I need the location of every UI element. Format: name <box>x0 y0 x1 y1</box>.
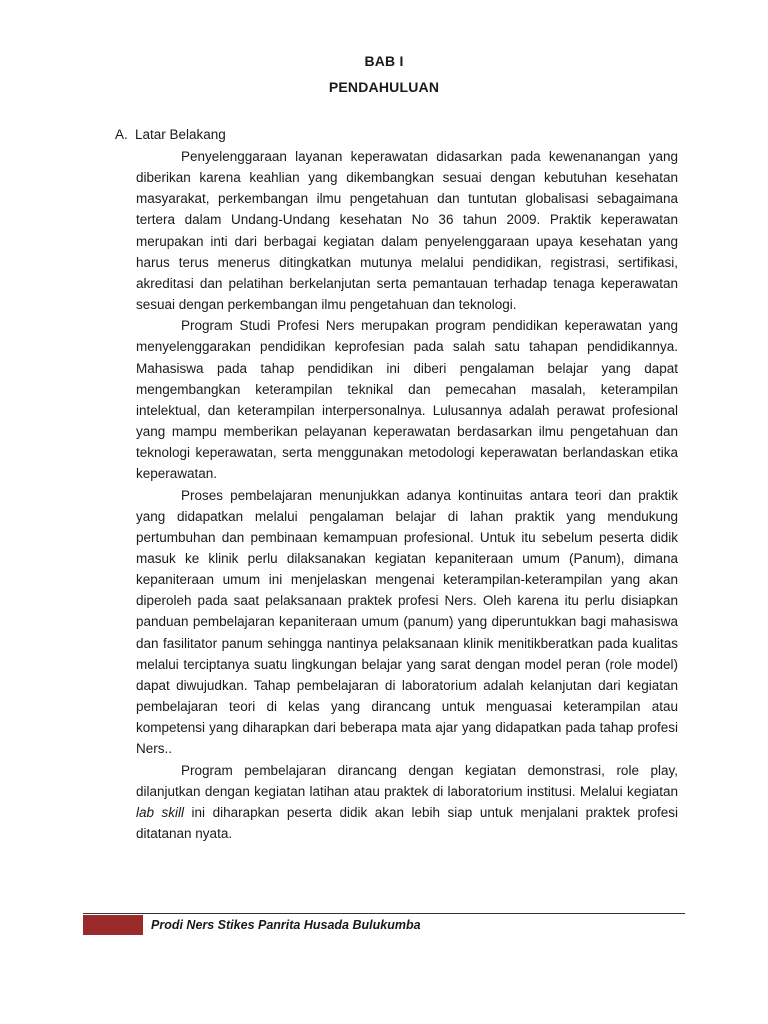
section-title: Latar Belakang <box>135 127 226 142</box>
section-heading <box>115 127 226 142</box>
paragraph-4-italic: lab skill <box>136 804 185 820</box>
paragraph-4-text-after: ini diharapkan peserta didik akan lebih siap untuk menjalani praktek profesi ditatanan nyata. <box>136 804 678 841</box>
paragraph-3: Proses pembelajaran menunjukkan adanya kontinuitas antara teori dan praktik yang didapatkan melalui pengalaman belajar di lahan praktik yang mendukung pertumbuhan dan pembinaan kemampuan profesional. Untuk itu sebelum peserta didik masuk ke klinik perlu dilaksanakan kegiatan kepaniteraan umum (Panum), dimana kepaniteraan umum ini menjelaskan mengenai keterampilan-keterampilan yang akan diperoleh pada saat pelaksanaan praktek profesi Ners. Oleh karena itu perlu disiapkan panduan pembelajaran kepaniteraan umum (panum) yang diperuntukkan bagi mahasiswa dan fasilitator panum sehingga nantinya pelaksanaan klinik menitikberatkan pada kualitas melalui terciptanya suatu lingkungan belajar yang sarat dengan model peran (role model) dapat diwujudkan. Tahap pembelajaran di laboratorium adalah kelanjutan dari kegiatan pembelajaran teori di kelas yang dirancang untuk menguasai keterampilan atau kompetensi yang diharapkan dari beberapa mata ajar yang didapatkan pada tahap profesi Ners.. <box>136 487 678 757</box>
chapter-title: PENDAHULUAN <box>328 79 440 95</box>
footer-text: Prodi Ners Stikes Panrita Husada Bulukumba <box>151 918 421 932</box>
footer-accent-block <box>83 915 143 935</box>
paragraph-1: Penyelenggaraan layanan keperawatan didasarkan pada kewenanangan yang diberikan karena keahlian yang dikembangkan sesuai dengan kebutuhan kesehatan masyarakat, perkembangan ilmu pengetahuan dan tuntutan globalisasi sebagaimana tertera dalam Undang-Undang kesehatan No 36 tahun 2009. Praktik keperawatan merupakan inti dari berbagai kegiatan dalam penyelenggaraan upaya kesehatan yang harus terus menerus ditingkatkan mutunya melalui pendidikan, registrasi, sertifikasi, akreditasi dan pelatihan berkelanjutan serta pemantauan terhadap tenaga keperawatan sesuai dengan perkembangan ilmu pengetahuan dan teknologi. <box>136 149 678 313</box>
paragraph-4-text-before: Program pembelajaran dirancang dengan kegiatan demonstrasi, role play, dilanjutkan dengan kegiatan latihan atau praktek di laboratorium institusi. Melalui kegiatan <box>136 762 678 799</box>
paragraph-2: Program Studi Profesi Ners merupakan program pendidikan keperawatan yang menyelenggarakan pendidikan keprofesian pada salah satu tahapan pendidikannya. Mahasiswa pada tahap pendidikan ini diberi pengalaman belajar yang dapat mengembangkan keterampilan teknikal dan pemecahan masalah, keterampilan intelektual, dan keterampilan interpersonalnya. Lulusannya adalah perawat profesional yang mampu memberikan pelayanan keperawatan berdasarkan ilmu pengetahuan dan teknologi keperawatan, serta menggunakan metodologi keperawatan berlandaskan etika keperawatan. <box>136 318 678 482</box>
paragraph-4 <box>136 760 678 845</box>
chapter-number: BAB I <box>364 53 404 69</box>
section-letter: A. <box>115 127 128 142</box>
footer-divider <box>83 913 685 914</box>
body-text <box>136 146 678 844</box>
